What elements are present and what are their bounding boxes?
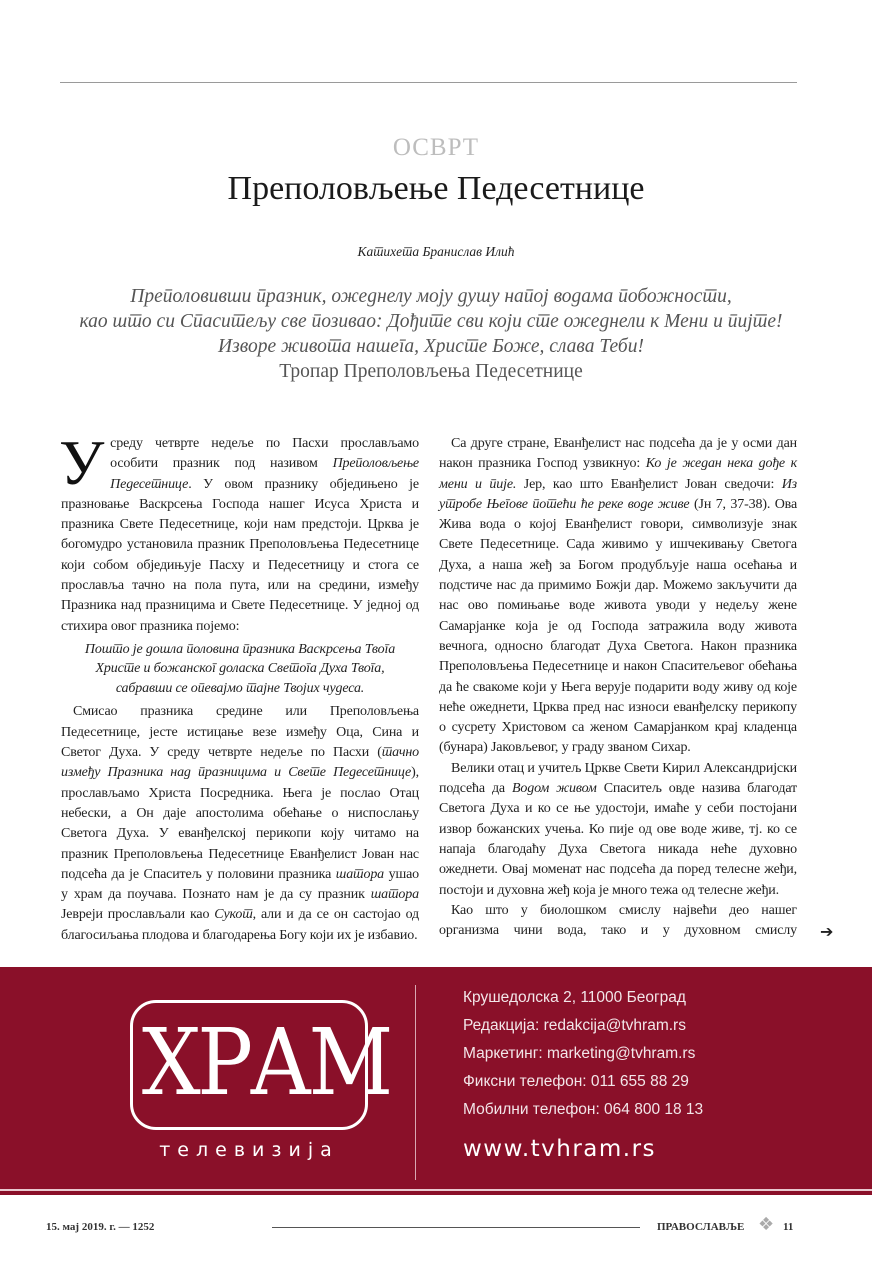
text-run: . У овом празнику обједињено је празновање Васкрсења Господа нашег Исуса Христа и празника Свете Педесетнице, који нам предстоји. Црква је богомудро установила празник Преполовљења Педесетнице који собом обједињује Пасху и Педесетницу и стога се прославља тачно на пола пута, или на средини, између Празника над празницима и Свете Педесетнице. У једној од стихира овог празника појемо: (61, 476, 419, 634)
text-run: Јер, као што Еванђелист Јован сведочи: (516, 476, 782, 492)
contact-landline: Фиксни телефон: 011 655 88 29 (463, 1073, 689, 1090)
italic-text: Водом живом (511, 781, 597, 797)
article-column-2 (439, 434, 797, 941)
italic-text: шатора (370, 887, 419, 903)
text-run: Велики отац и учитељ Цркве Свети Кирил Александријски подсећа да (439, 760, 797, 797)
contact-editorial[interactable]: Редакција: redakcija@tvhram.rs (463, 1017, 686, 1034)
epigraph-line: Изворе живота нашега, Христе Боже, слава Теби! (218, 336, 644, 357)
top-rule (60, 82, 797, 83)
article-author: Катихета Бранислав Илић (357, 244, 515, 259)
italic-text: шатора (335, 866, 385, 882)
article-title: Преполовљење Педесетнице (227, 170, 645, 207)
epigraph (0, 284, 862, 384)
paragraph (61, 702, 419, 946)
contact-address: Крушедолска 2, 11000 Београд (463, 989, 686, 1006)
paragraph (439, 434, 797, 759)
text-run: Као што у биолошком смислу највећи део нашег организма чини вода, тако и у духовном смислу (439, 902, 797, 939)
text-run: , али и да се он састојао од благосиљања плодова и благодарења Богу који их је избавио. (61, 907, 420, 943)
arrow-right-icon: ➔ (820, 922, 834, 941)
text-run: Спаситељ овде назива благодат Светога Духа и ко се ње удостоји, имаће у себи постојани извор божанских учења. Ко пије од ове воде живе, тј. ко се напаја благодаћу Духа Светога никада неће духовно ожеднети. Овај моменат нас подсећа да поред телесне жеђи, постоји и духовна жеђ која је много тежа од телесне жеђи. (439, 781, 797, 898)
text-run: ), прослављамо Христа Посредника. Њега је послао Отац небески, а Он даје апостолима обећање о ниспослању Светога Духа. У еванђелској перикопи коју читамо на празник Преполовљења Педесетнице Еванђелист Јован нас подсећа да је Спаситељ у половини празника (61, 765, 419, 882)
ornament-icon: ❖ (758, 1214, 775, 1235)
epigraph-line: као што си Спаситељу све позивао: Дођите сви који сте ожеднели к Мени и пијте! (79, 311, 783, 332)
text-run: Са друге стране, Еванђелист нас подсећа да је у осми дан након празника Господ узвикнуо: (439, 436, 797, 472)
italic-text: тачно између Празника над празницима и Свете Педесетнице (61, 745, 419, 781)
paragraph (439, 901, 797, 942)
drop-cap: У (59, 427, 105, 498)
paragraph (439, 759, 797, 901)
footer-magazine-name: ПРАВОСЛАВЉЕ (657, 1221, 745, 1233)
hymn-quote (67, 640, 413, 699)
website-link[interactable]: www.tvhram.rs (463, 1136, 657, 1162)
logo-subtitle: телевизија (159, 1139, 339, 1161)
italic-text: Преполовљење Педесетнице (110, 456, 419, 492)
section-label: ОСВРТ (392, 134, 480, 161)
epigraph-line: Преполовивши празник, ожеднелу моју душу напој водама побожности, (130, 286, 732, 307)
contact-marketing[interactable]: Маркетинг: marketing@tvhram.rs (463, 1045, 696, 1062)
article-column-1 (59, 427, 420, 946)
advert-separator (415, 985, 416, 1180)
paragraph (59, 427, 419, 637)
page-number: 11 (783, 1221, 794, 1233)
text-run: Јевреји прослављали као (61, 907, 215, 923)
advert-divider (0, 1189, 872, 1191)
italic-text: Из утробе Његове потећи ће реке воде живе (439, 476, 797, 512)
hram-logo: ХРАМ (141, 1009, 390, 1116)
italic-text: Сукот (214, 907, 253, 923)
footer-date-issue: 15. мај 2019. г. — 1252 (46, 1221, 155, 1233)
text-run: Смисао празника средине или Преполовљења Педесетнице, јесте истицање везе између Оца, Сина и Светог Духа. У среду четврте недеље по Пасхи ( (61, 704, 419, 761)
text-run: среду четврте недеље по Пасхи прослављамо особити празник под називом (110, 436, 419, 472)
italic-text: Ко је жедан нека дође к мени и пије. (439, 456, 797, 492)
contact-mobile: Мобилни телефон: 064 800 18 13 (463, 1101, 704, 1118)
epigraph-source: Тропар Преполовљења Педесетнице (279, 361, 583, 382)
text-run: ушао у храм да поучава. Познато нам је да су празник (61, 866, 420, 903)
text-run: Пошто је дошла половина празника Васкрсења Твога Христе и божанског доласка Светога Духа Твога, сабравши се опевајмо тајне Твојих чудеса. (84, 641, 396, 696)
text-run: (Јн 7, 37-38). Ова Жива вода о којој Еванђелист говори, символизује знак Свете Педесетнице. Сада живимо у ишчекивању Светога Духа, а наша жеђ за Богом продубљује наша осећања и подстиче нас да примимо Божји дар. Можемо закључити да нас ово помињање воде живота уводи у недељу жене Самарјанке која је од Господа затражила воду живота вечнога, односно благодат Духа Светога. Након празника Преполовљења Педесетнице и након Спаситељевог обећања да ће свакоме који у Њега верује подарити воду живу од које неће ожеднети, Црква пред нас износи еванђелску перикопу о сусрету Христовом са женом Самарјанком крај кладенца (бунара) Јаковљевог, у граду званом Сихар. (439, 496, 798, 756)
footer-rule (272, 1227, 640, 1228)
